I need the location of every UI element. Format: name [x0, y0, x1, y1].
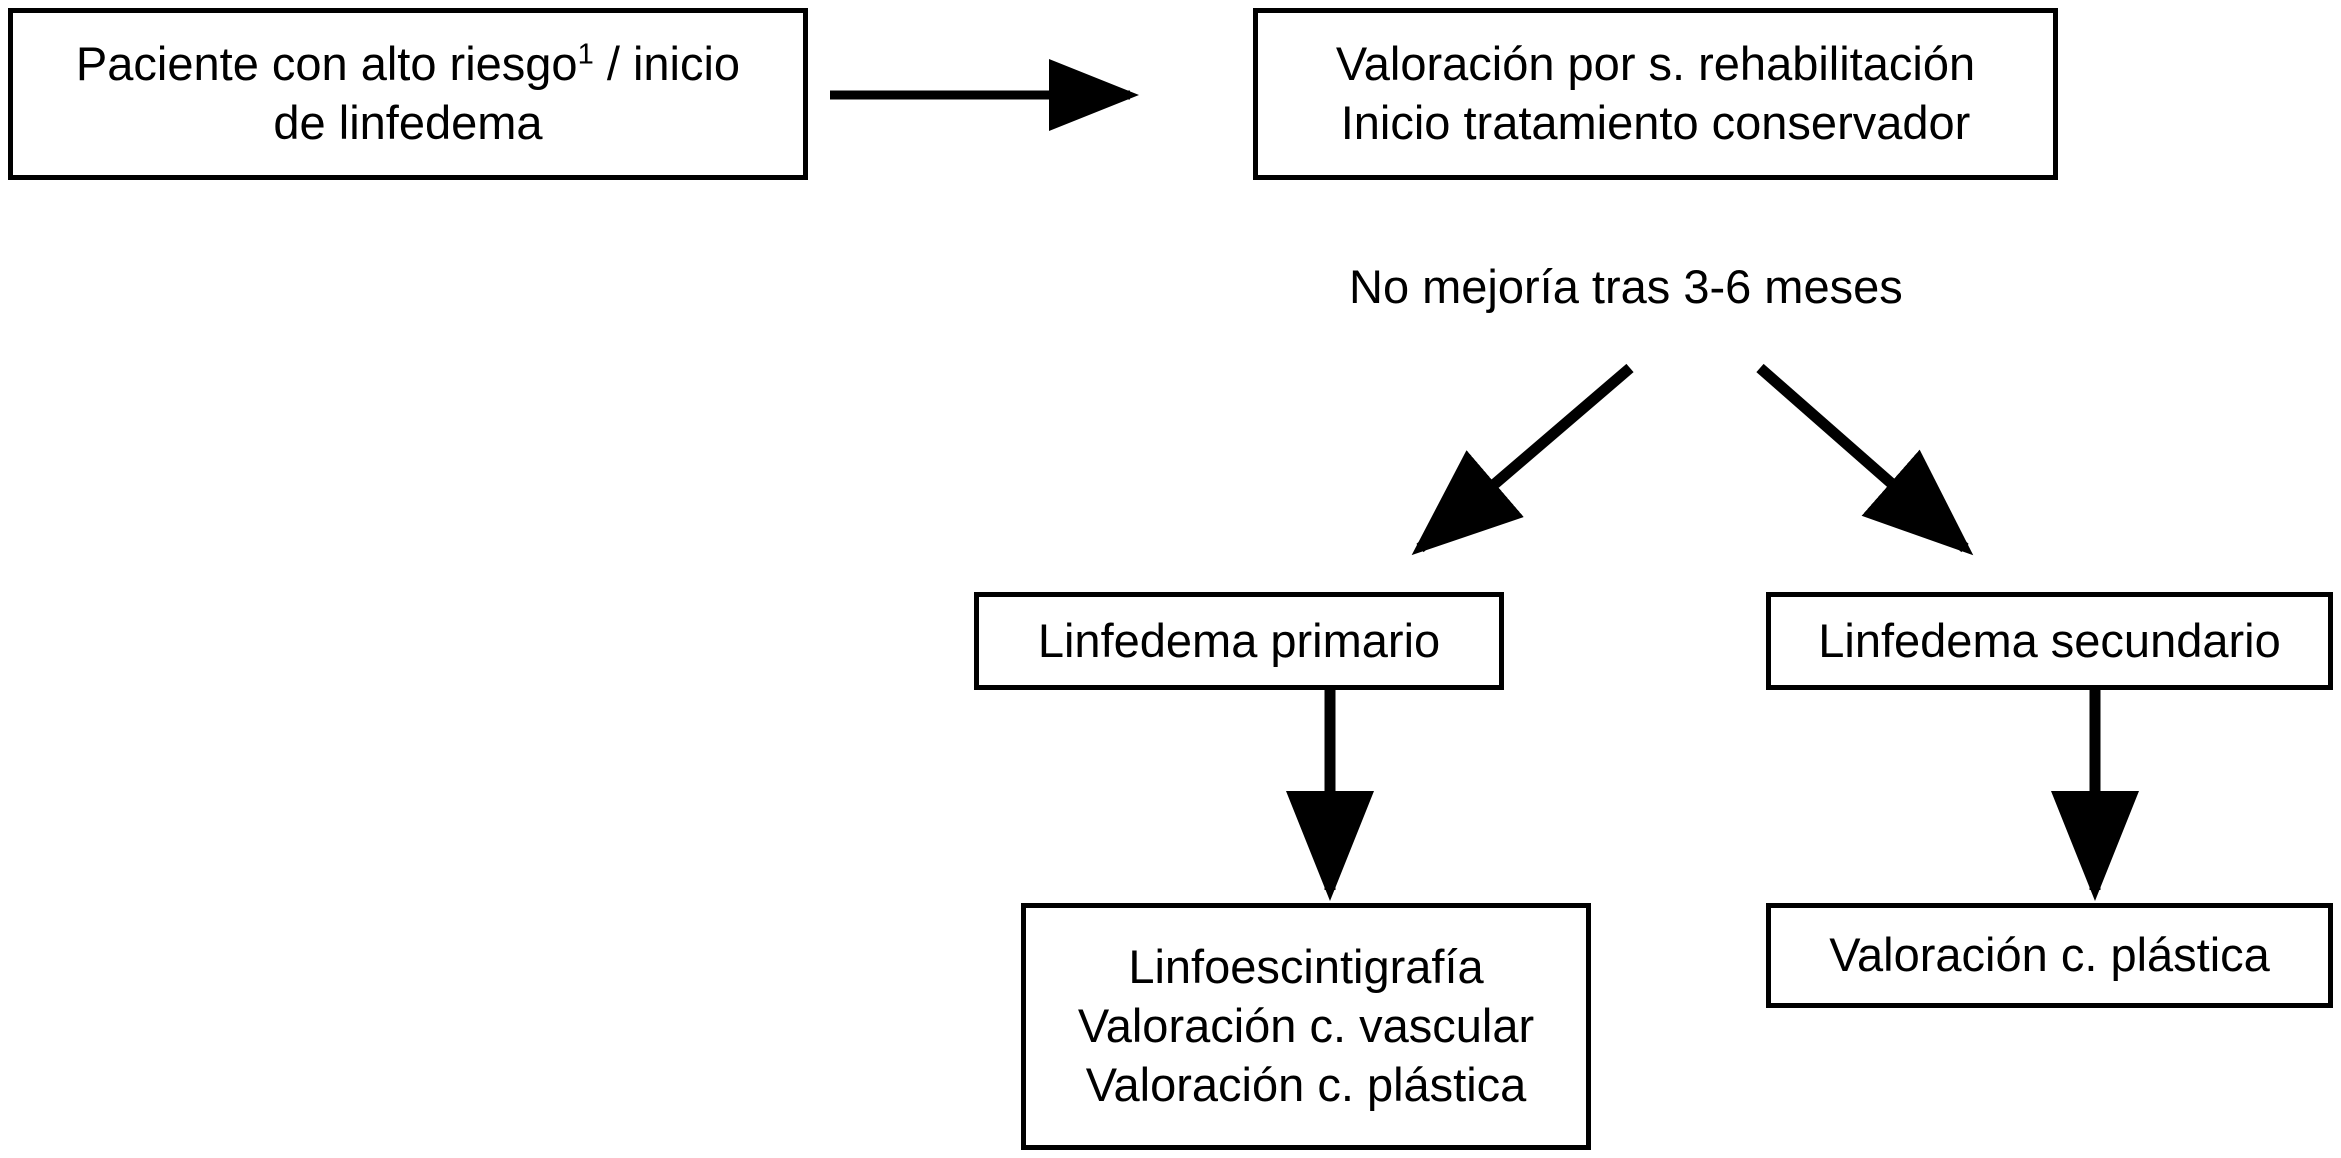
node-rehab-line-2: Inicio tratamiento conservador [1340, 96, 1971, 149]
node-primary-line-1: Linfedema primario [1037, 613, 1441, 667]
node-primary-workup[interactable] [1021, 903, 1591, 1150]
node-high-risk-text-1: Paciente con alto riesgo [75, 37, 578, 91]
node-primary-workup-line-3: Valoración c. plástica [1085, 1057, 1527, 1111]
node-high-risk-suffix: / inicio [593, 37, 741, 91]
label-no-improvement: No mejoría tras 3-6 meses [1349, 260, 1903, 313]
node-primary-lymphedema[interactable] [974, 592, 1504, 690]
node-secondary-lymphedema[interactable] [1766, 592, 2333, 690]
node-secondary-line-1: Linfedema secundario [1818, 613, 2281, 667]
node-secondary-workup[interactable] [1766, 903, 2333, 1008]
node-high-risk-line-2: de linfedema [273, 96, 543, 149]
node-high-risk-line-1 [76, 35, 740, 94]
node-secondary-workup-line-1: Valoración c. plástica [1829, 928, 2270, 982]
node-primary-workup-line-1: Linfoescintigrafía [1128, 940, 1484, 994]
edge-rehab-to-primary [1420, 368, 1630, 548]
node-high-risk[interactable] [8, 8, 808, 180]
node-primary-workup-line-2: Valoración c. vascular [1077, 999, 1535, 1053]
node-high-risk-superscript: 1 [577, 38, 594, 71]
node-rehab-assessment[interactable] [1253, 8, 2058, 180]
edge-rehab-to-secondary [1760, 368, 1965, 548]
node-rehab-line-1: Valoración por s. rehabilitación [1335, 37, 1976, 91]
